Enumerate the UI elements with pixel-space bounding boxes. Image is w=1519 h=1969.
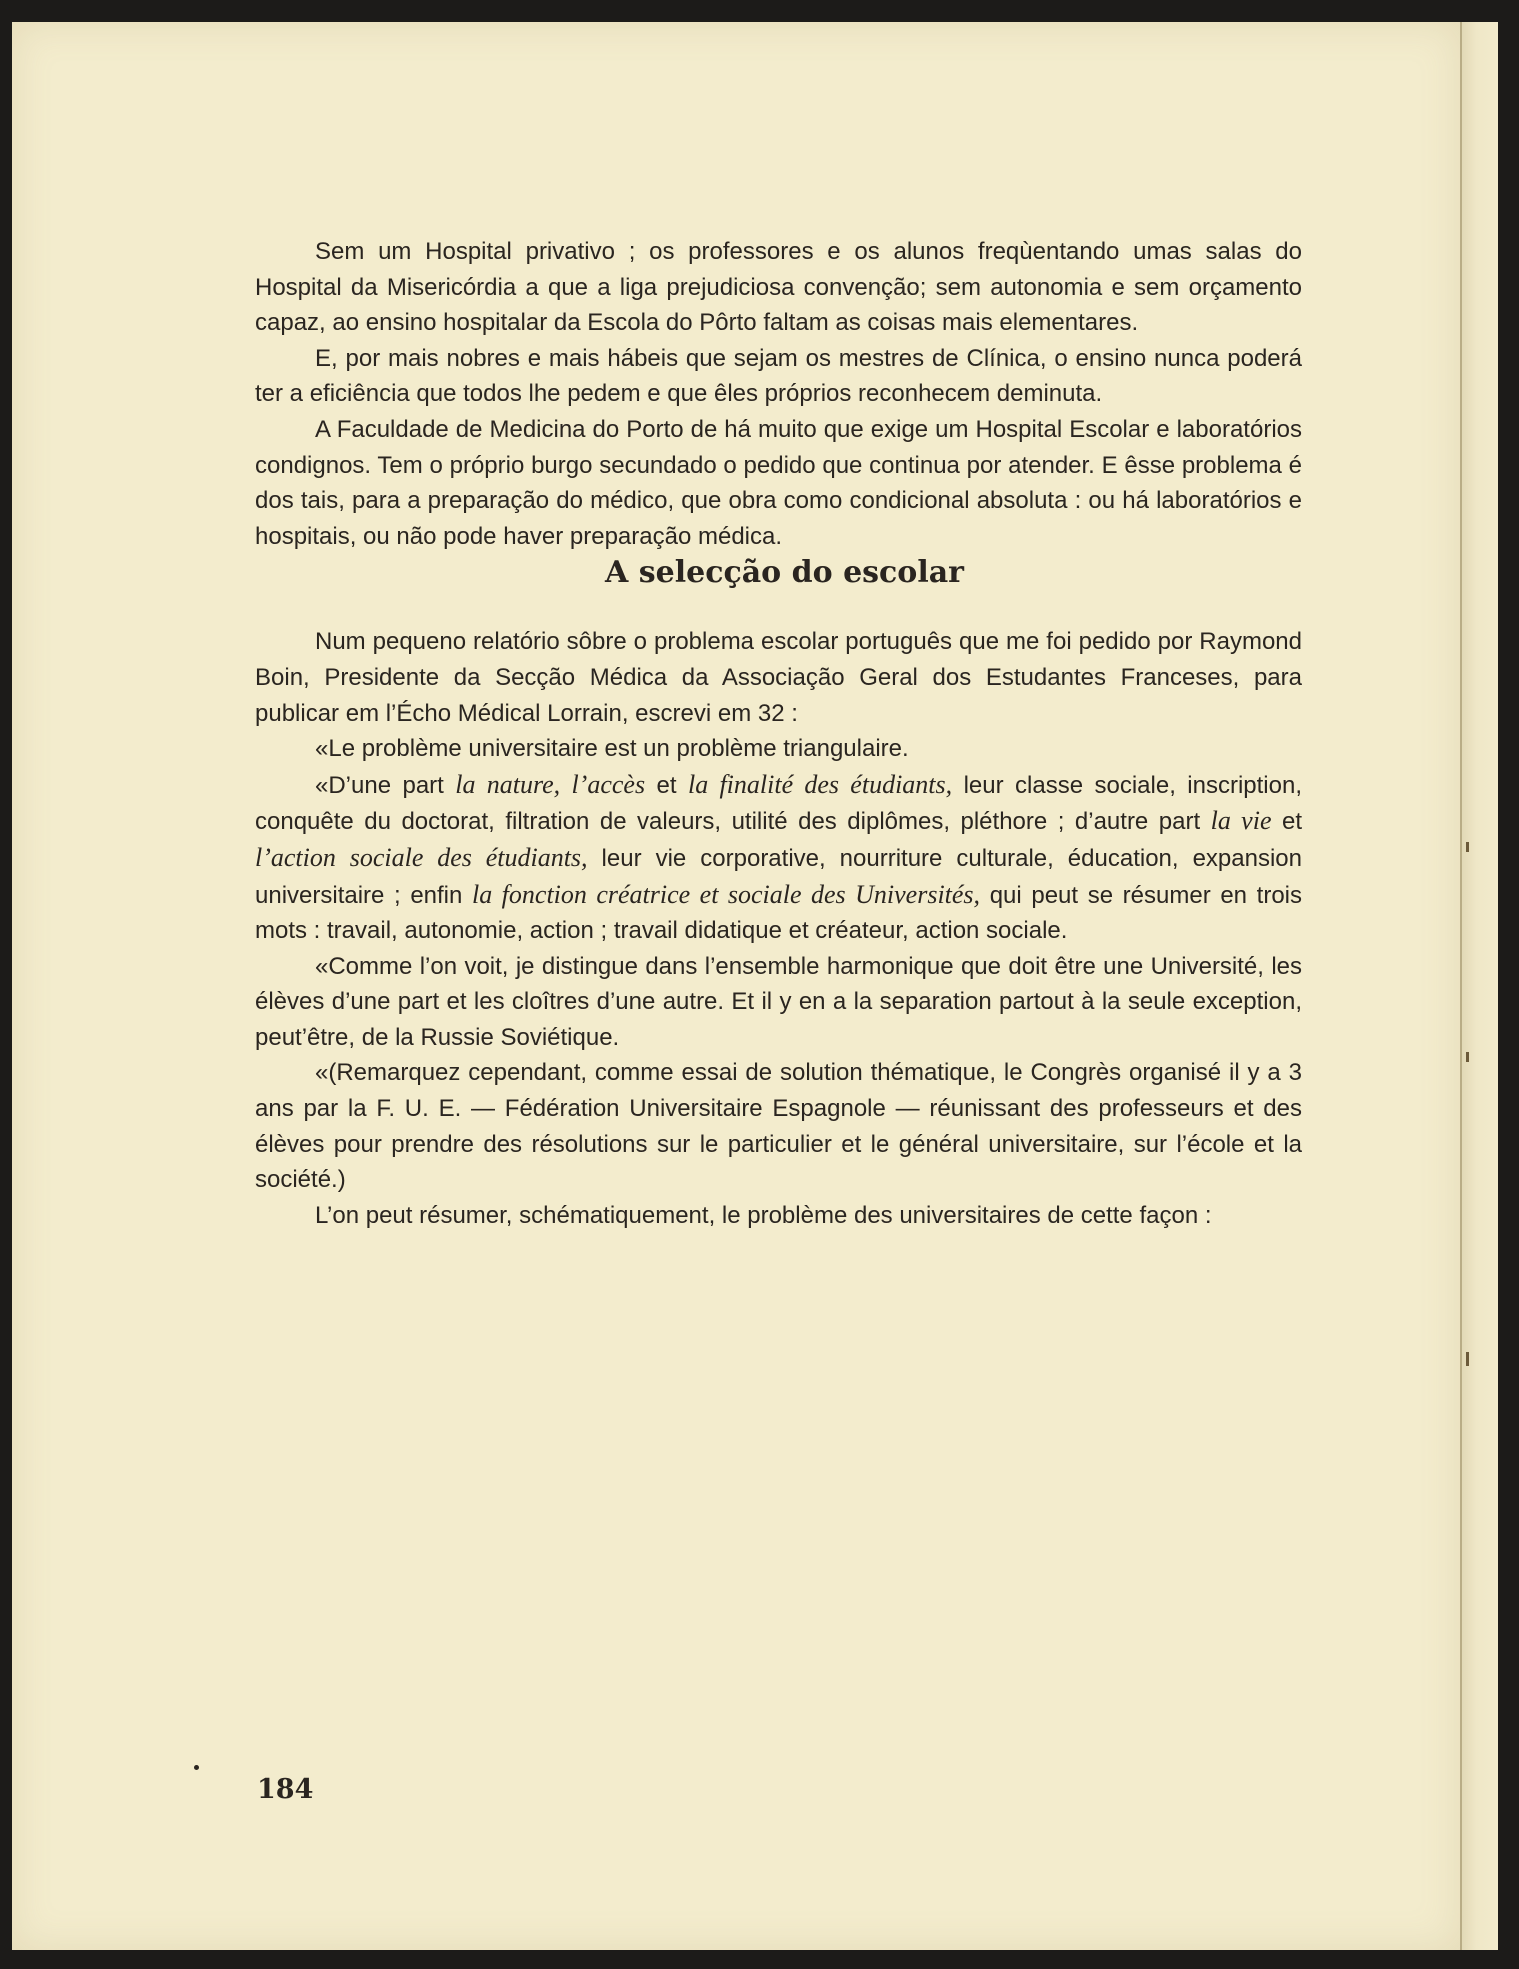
next-page-edge	[1460, 22, 1498, 1950]
italic-run: la finalité des étudiants,	[687, 769, 953, 799]
text-run: qui peut se résumer en trois mots : travail, autonomie, action ; travail didatique et créateur, action sociale.	[255, 881, 1302, 945]
edge-mark	[1466, 842, 1469, 852]
text-run: leur classe sociale, inscription, conquête du doctorat, filtration de valeurs, utilité des diplômes, pléthore ; d’autre part	[255, 771, 1303, 836]
paragraph-hospital: Sem um Hospital privativo ; os professores e os alunos freqùentando umas salas do Hospital da Misericórdia a que a liga prejudiciosa convenção; sem autonomia e sem orçamento capaz, ao ensino hospitalar da Escola do Pôrto faltam as coisas mais elementares.	[255, 238, 1302, 337]
italic-run: la vie	[1210, 806, 1272, 836]
paragraph-quote-remarquez: «(Remarquez cependant, comme essai de solution thématique, le Congrès organisé il y a 3 ans par la F. U. E. — Fédération Universitaire Espagnole — réunissant des professeurs et des élèves pour prendre des résolutions sur le particulier et le général universitaire, sur l’école et la société.)	[255, 1059, 1302, 1194]
edge-mark	[1466, 1052, 1469, 1062]
italic-run: la nature, l’accès	[455, 769, 646, 799]
section-title: A selecção do escolar	[605, 555, 964, 591]
paragraph-resumer: L’on peut résumer, schématiquement, le problème des universitaires de cette façon :	[315, 1201, 1212, 1229]
paragraph-faculdade: A Faculdade de Medicina do Porto de há muito que exige um Hospital Escolar e laboratórios condignos. Tem o próprio burgo secundado o pedido que continua por atender. E êsse problema é dos tais, para a preparação do médico, que obra como condicional absoluta : ou há laboratórios e hospitais, ou não pode haver preparação médica.	[255, 415, 1302, 550]
text-run: et	[645, 771, 688, 799]
text-run: et	[1271, 808, 1302, 836]
paragraph-mestres: E, por mais nobres e mais hábeis que sejam os mestres de Clínica, o ensino nunca poderá ter a eficiência que todos lhe pedem e que êles próprios reconhecem deminuta.	[255, 344, 1302, 408]
edge-mark	[1466, 1352, 1469, 1366]
text-run: leur vie corporative, nourriture culturale, éducation, expansion universitaire ; enfin	[255, 844, 1302, 909]
text-run: «D’une part	[315, 771, 456, 799]
paragraph-quote-comme: «Comme l’on voit, je distingue dans l’ensemble harmonique que doit être une Université, les élèves d’une part et les cloîtres d’une autre. Et il y en a la separation partout à la seule exception, peut’être, de la Russie Soviétique.	[255, 952, 1302, 1051]
book-page	[12, 22, 1460, 1950]
paragraph-quote-triangulaire: «Le problème universitaire est un problème triangulaire.	[315, 735, 909, 763]
page-number: 184	[257, 1774, 314, 1805]
paragraph-relatorio: Num pequeno relatório sôbre o problema escolar português que me foi pedido por Raymond Boin, Presidente da Secção Médica da Associação Geral dos Estudantes Franceses, para publicar em l’Écho Médical Lorrain, escrevi em 32 :	[255, 628, 1302, 727]
ink-speck	[194, 1765, 199, 1770]
italic-run: l’action sociale des étudiants,	[255, 842, 588, 872]
paragraph-quote-dune-part	[255, 767, 1302, 949]
italic-run: la fonction créatrice et sociale des Universités,	[472, 879, 981, 909]
page-body-text	[255, 234, 1302, 1233]
